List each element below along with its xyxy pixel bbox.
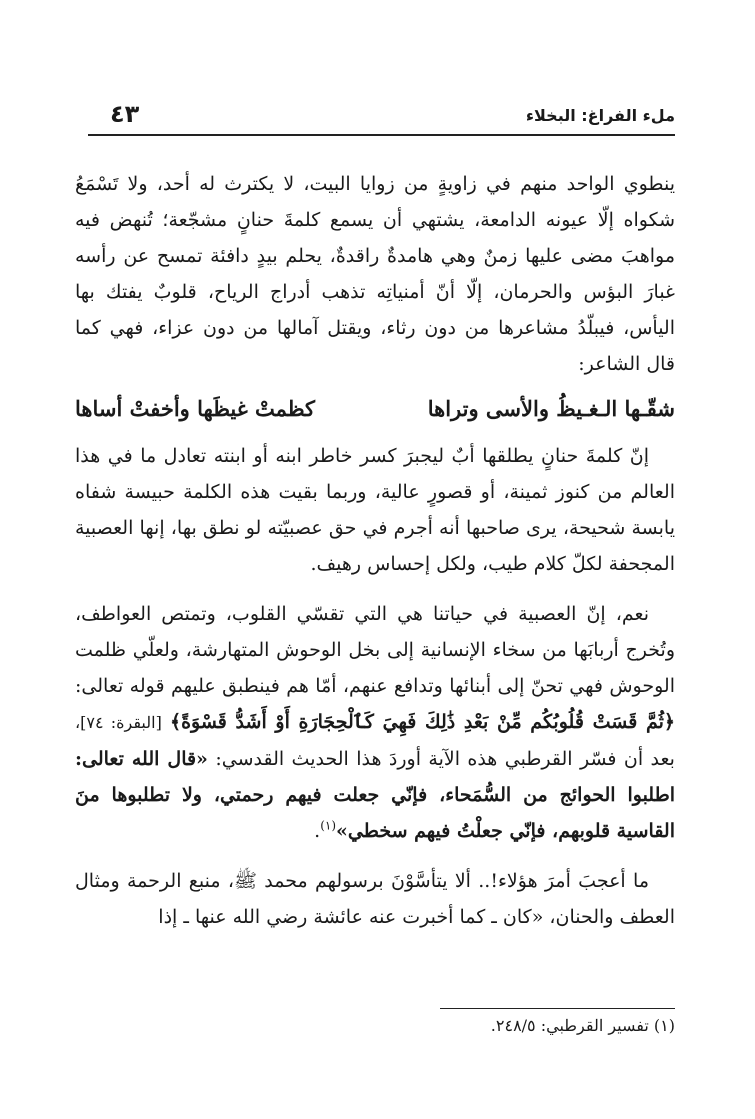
paragraph-1: ينطوي الواحد منهم في زاويةٍ من زوايا البيت، لا يكترث له أحد، ولا تَسْمَعُ شكواه إلّا عيونه الدامعة، يشتهي أن يسمع كلمةَ حنانٍ مشجّعة؛ تُنهض فيه مواهبَ مضى عليها زمنٌ وهي هامدةٌ راقدةٌ، يحلم بيدٍ دافئة تمسح عن رأسه غبارَ البؤس والحرمان، إلّا أنّ أمنياتِه تذهب أدراج الرياح، قلوبٌ يفتك بها اليأس، فيبلّدُ مشاعرها من دون رثاء، ويقتل آمالها من دون عزاء، فهي كما قال الشاعر: — [75, 173, 675, 375]
page-number: ٤٣ — [110, 100, 140, 128]
paragraph-4: ما أعجبَ أمرَ هؤلاء!.. ألا يتأسَّوْنَ برسولهم محمد ﷺ، منبع الرحمة ومثال العطف والحنان، «كان ـ كما أخبرت عنه عائشة رضي الله عنها ـ إذا — [75, 870, 675, 928]
running-title: ملء الفراغ: البخلاء — [525, 106, 675, 125]
running-header — [88, 100, 675, 136]
footnote: (١) تفسير القرطبي: ٢٤٨/٥. — [490, 1016, 675, 1035]
verse-first-hemistich: شقّـها الـغـيظُ والأسى وتراها — [427, 396, 675, 421]
paragraph-3 — [75, 596, 675, 849]
poetry-verse — [75, 388, 675, 430]
footnote-marker[interactable]: (١) — [320, 818, 337, 833]
main-text — [75, 166, 675, 935]
footnote-divider — [440, 1008, 675, 1009]
paragraph-2: إنّ كلمةَ حنانٍ يطلقها أبٌ ليجبرَ كسر خاطر ابنه أو ابنته تعادل ما في هذا العالم من كنوز ثمينة، أو قصورٍ عالية، وربما بقيت هذه الكلمة حبيسة شفاه يابسة شحيحة، يرى صاحبها أنه أجرم في حق عصبيّته لو نطق بها، إنها العصبية المجحفة لكلّ كلام طيب، ولكل إحساس رهيف. — [75, 445, 675, 575]
sentence-end: . — [314, 820, 321, 842]
verse-second-hemistich: كظمتْ غيظَها وأخفتْ أساها — [75, 396, 316, 421]
paragraph-3-commentary: بعد أن فسّر القرطبي هذه الآية أوردَ هذا الحديث القدسي: — [215, 748, 675, 770]
quran-reference: [البقرة: ٧٤]، — [75, 713, 162, 732]
paragraph-3-intro: نعم، إنّ العصبية في حياتنا هي التي تقسّي القلوب، وتمتص العواطف، وتُخرج أربابَها من سخاء الإنسانية إلى بخل الوحوش المتهارشة، ولعلّي ظلمت الوحوش فهي تحنّ إلى أبنائها وتدافع عنهم، أمّا هم فينطبق عليهم قوله تعالى: — [75, 603, 675, 697]
quran-verse: ﴿ثُمَّ قَسَتْ قُلُوبُكُم مِّنْ بَعْدِ ذَٰلِكَ فَهِيَ كَٱلْحِجَارَةِ أَوْ أَشَدُّ قَسْوَةً﴾ — [169, 711, 676, 733]
hadith-quote: «قال الله تعالى: اطلبوا الحوائج من السُّمَحاء، فإنّي جعلت فيهم رحمتي، ولا تطلبوها منَ القاسية قلوبهم، فإنّي جعلْتُ فيهم سخطي» — [75, 748, 675, 842]
